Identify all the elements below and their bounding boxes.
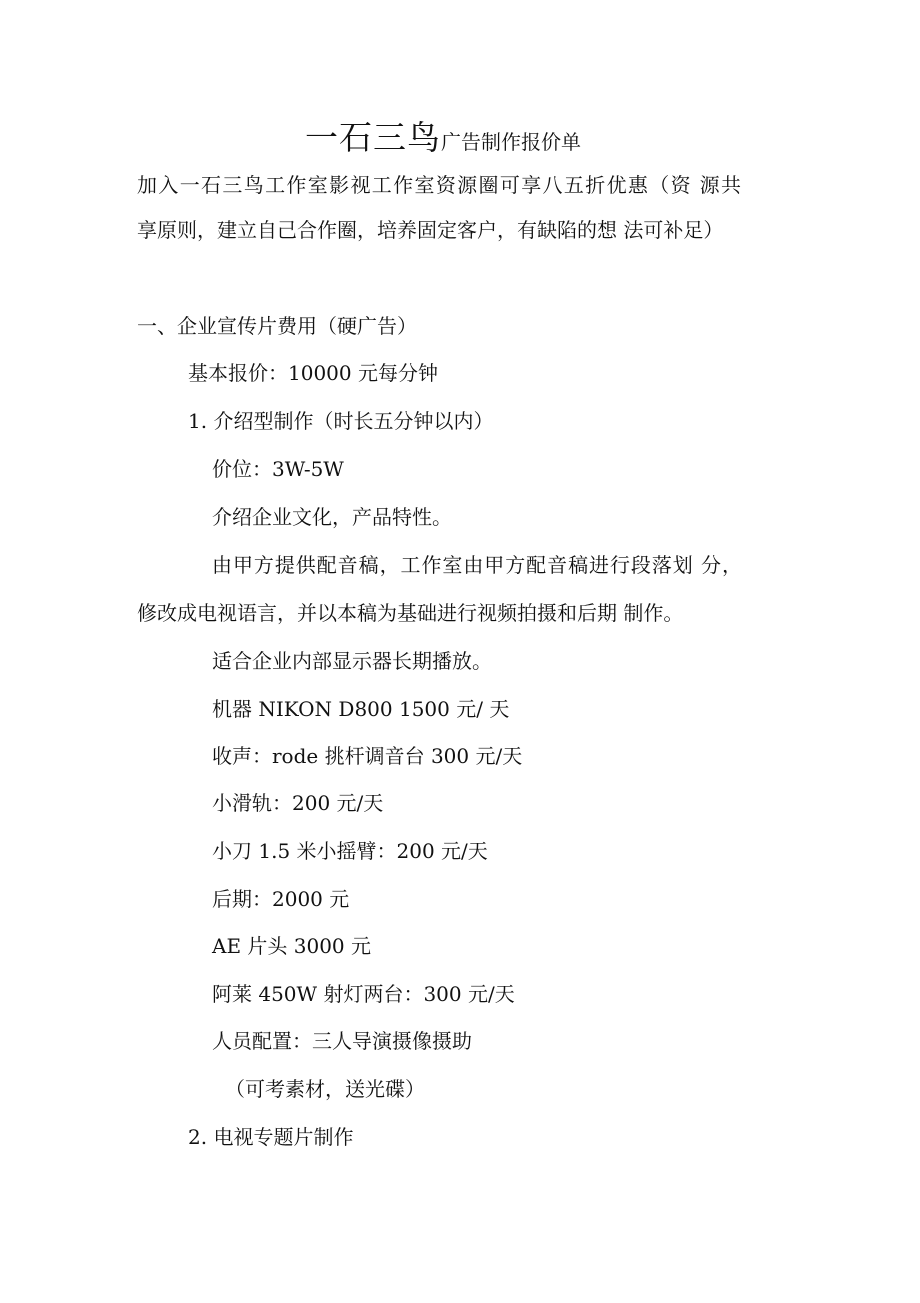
equipment-item: 收声：rode 挑杆调音台 300 元/天	[212, 744, 523, 768]
suitable-text: 适合企业内部显示器长期播放。	[212, 649, 492, 673]
title-sub: 广告制作报价单	[441, 130, 581, 154]
title-main: 一石三鸟	[305, 118, 441, 157]
item-heading-2: 2. 电视专题片制作	[188, 1125, 354, 1149]
intro-line-1: 加入一石三鸟工作室影视工作室资源圈可享八五折优惠（资 源共	[137, 173, 741, 197]
equipment-item: 人员配置：三人导演摄像摄助	[212, 1029, 472, 1053]
equipment-item: 小刀 1.5 米小摇臂：200 元/天	[212, 839, 488, 863]
equipment-item: 小滑轨：200 元/天	[212, 791, 384, 815]
equipment-item: 机器 NIKON D800 1500 元/ 天	[212, 697, 510, 721]
paragraph-line-1: 由甲方提供配音稿，工作室由甲方配音稿进行段落划 分，	[212, 553, 742, 577]
paragraph-line-2: 修改成电视语言，并以本稿为基础进行视频拍摄和后期 制作。	[137, 601, 684, 625]
intro-line-2: 享原则，建立自己合作圈，培养固定客户，有缺陷的想 法可补足）	[137, 218, 724, 242]
equipment-item: 阿莱 450W 射灯两台：300 元/天	[212, 982, 515, 1006]
base-price: 基本报价：10000 元每分钟	[188, 361, 438, 385]
note-text: （可考素材，送光碟）	[225, 1077, 425, 1101]
item-description: 介绍企业文化，产品特性。	[212, 505, 452, 529]
item-heading-1: 1. 介绍型制作（时长五分钟以内）	[188, 409, 494, 433]
document-title	[305, 112, 581, 159]
equipment-item: 后期：2000 元	[212, 887, 350, 911]
item-price: 价位：3W-5W	[212, 457, 344, 481]
section-heading: 一、企业宣传片费用（硬广告）	[137, 314, 417, 338]
equipment-item: AE 片头 3000 元	[212, 934, 372, 958]
